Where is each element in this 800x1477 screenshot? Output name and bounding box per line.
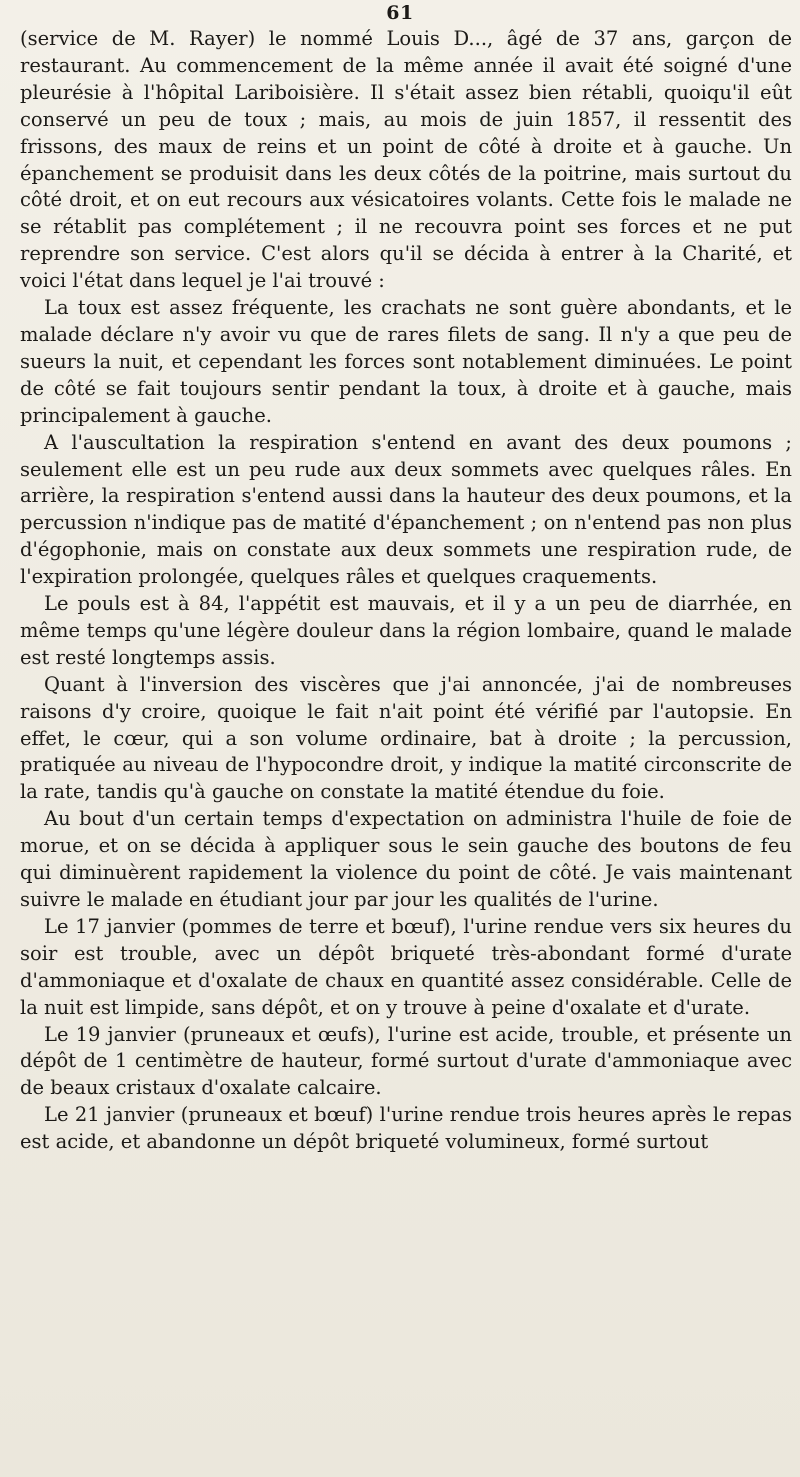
paragraph-case-intro: (service de M. Rayer) le nommé Louis D..., âgé de 37 ans, garçon de restaurant. Au commencement de la même année il avait été soigné d'une pleurésie à l'hôpital Lariboisière. Il s'était assez bien rétabli, quoiqu'il eût conservé un peu de toux ; mais, au mois de juin 1857, il ressentit des frissons, des maux de reins et un point de côté à droite et à gauche. Un épanchement se produisit dans les deux côtés de la poitrine, mais surtout du côté droit, et on eut recours aux vésicatoires volants. Cette fois le malade ne se rétablit pas complétement ; il ne recouvra point ses forces et ne put reprendre son service. C'est alors qu'il se décida à entrer à la Charité, et voici l'état dans lequel je l'ai trouvé : (20, 27, 792, 293)
paragraph-jan-19: Le 19 janvier (pruneaux et œufs), l'urine est acide, trouble, et présente un dépôt de 1 centimètre de hauteur, formé surtout d'urate d'ammoniaque avec de beaux cristaux d'oxalate calcaire. (20, 1022, 792, 1100)
paragraph-symptoms: La toux est assez fréquente, les crachats ne sont guère abondants, et le malade déclare n'y avoir vu que de rares filets de sang. Il n'y a que peu de sueurs la nuit, et cependant les forces sont notablement diminuées. Le point de côté se fait toujours sentir pendant la toux, à droite et à gauche, mais principalement à gauche. (20, 296, 792, 427)
page-number: 61 (386, 2, 414, 24)
paragraph-auscultation: A l'auscultation la respiration s'entend en avant des deux poumons ; seulement elle est un peu rude aux deux sommets avec quelques râles. En arrière, la respiration s'entend aussi dans la hauteur des deux poumons, et la percussion n'indique pas de matité d'épanchement ; on n'entend pas non plus d'égophonie, mais on constate aux deux sommets une respiration rude, de l'expiration prolongée, quelques râles et quelques craquements. (20, 430, 792, 589)
paragraph-jan-17: Le 17 janvier (pommes de terre et bœuf), l'urine rendue vers six heures du soir est trouble, avec un dépôt briqueté très-abondant formé d'urate d'ammoniaque et d'oxalate de chaux en quantité assez considérable. Celle de la nuit est limpide, sans dépôt, et on y trouve à peine d'oxalate et d'urate. (20, 914, 792, 1019)
paragraph-treatment: Au bout d'un certain temps d'expectation on administra l'huile de foie de morue, et on se décida à appliquer sous le sein gauche des boutons de feu qui diminuèrent rapidement la violence du point de côté. Je vais maintenant suivre le malade en étudiant jour par jour les qualités de l'urine. (20, 807, 792, 911)
paragraph-jan-21: Le 21 janvier (pruneaux et bœuf) l'urine rendue trois heures après le repas est acide, et abandonne un dépôt briqueté volumineux, formé surtout (20, 1103, 792, 1154)
body-text (20, 26, 792, 1156)
paragraph-pulse: Le pouls est à 84, l'appétit est mauvais, et il y a un peu de diarrhée, en même temps qu'une légère douleur dans la région lombaire, quand le malade est resté longtemps assis. (20, 592, 792, 669)
paragraph-inversion: Quant à l'inversion des viscères que j'ai annoncée, j'ai de nombreuses raisons d'y croire, quoique le fait n'ait point été vérifié par l'autopsie. En effet, le cœur, qui a son volume ordinaire, bat à droite ; la percussion, pratiquée au niveau de l'hypocondre droit, y indique la matité circonscrite de la rate, tandis qu'à gauche on constate la matité étendue du foie. (20, 672, 792, 804)
